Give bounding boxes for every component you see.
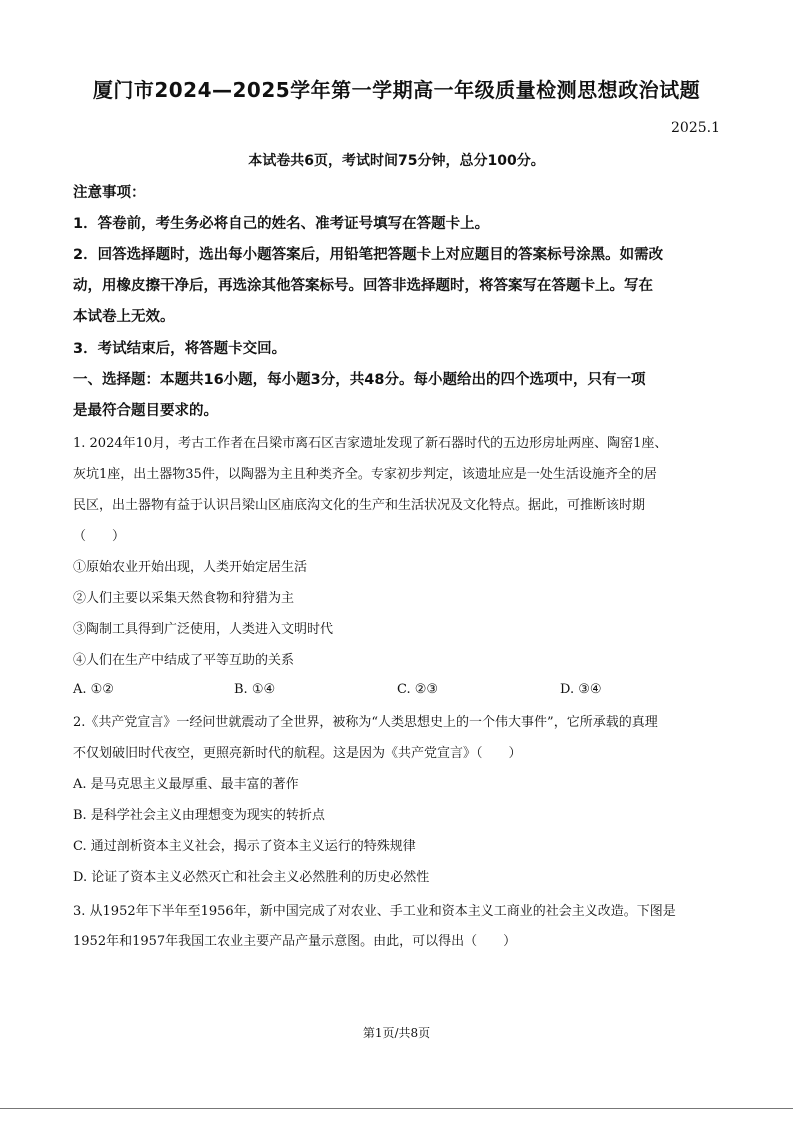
notes-heading: 注意事项：: [73, 185, 146, 201]
q1-statement-1: ①原始农业开始出现，人类开始定居生活: [73, 560, 308, 575]
q3-stem-line-2: 1952年和1957年我国工农业主要产品产量示意图。由此，可以得出（ ）: [73, 934, 517, 949]
q1-option-a: A. ①②: [73, 682, 114, 697]
q1-stem-line-1: 1. 2024年10月，考古工作者在吕梁市离石区吉家遗址发现了新石器时代的五边形房址两座、陶窑1座、: [73, 436, 668, 451]
q2-stem-line-2: 不仅划破旧时代夜空，更照亮新时代的航程。这是因为《共产党宣言》（ ）: [73, 746, 522, 761]
exam-info: 本试卷共6页，考试时间75分钟，总分100分。: [248, 153, 545, 169]
q1-options: [73, 676, 723, 704]
q3-stem-line-1: 3. 从1952年下半年至1956年，新中国完成了对农业、手工业和资本主义工商业的社会主义改造。下图是: [73, 904, 676, 919]
page-footer: 第1页/共8页: [362, 1026, 431, 1040]
q2-option-b: B. 是科学社会主义由理想变为现实的转折点: [73, 808, 325, 823]
q1-statement-2: ②人们主要以采集天然食物和狩猎为主: [73, 591, 295, 606]
note-item-1: 1．答卷前，考生务必将自己的姓名、准考证号填写在答题卡上。: [73, 216, 490, 232]
section-heading-line-1: 一、选择题：本题共16小题，每小题3分，共48分。每小题给出的四个选项中，只有一项: [73, 372, 646, 388]
q1-statement-3: ③陶制工具得到广泛使用，人类进入文明时代: [73, 622, 334, 637]
note-item-2-line-2: 动，用橡皮擦干净后，再选涂其他答案标号。回答非选择题时，将答案写在答题卡上。写在: [73, 278, 653, 294]
q1-stem-line-3: 民区，出土器物有益于认识吕梁山区庙底沟文化的生产和生活状况及文化特点。据此，可推断该时期: [73, 498, 646, 513]
note-item-2-line-3: 本试卷上无效。: [73, 309, 175, 325]
q1-option-c: C. ②③: [397, 682, 439, 697]
q1-statement-4: ④人们在生产中结成了平等互助的关系: [73, 653, 295, 668]
q2-option-c: C. 通过剖析资本主义社会，揭示了资本主义运行的特殊规律: [73, 839, 416, 854]
q2-stem-line-1: 2.《共产党宣言》一经问世就震动了全世界，被称为“人类思想史上的一个伟大事件”，它所承载的真理: [73, 715, 658, 730]
q1-stem-line-2: 灰坑1座，出土器物35件，以陶器为主且种类齐全。专家初步判定，该遗址应是一处生活设施齐全的居: [73, 467, 657, 482]
exam-title: 厦门市2024—2025学年第一学期高一年级质量检测思想政治试题: [92, 78, 701, 102]
q2-option-d: D. 论证了资本主义必然灭亡和社会主义必然胜利的历史必然性: [73, 870, 430, 885]
note-item-2-line-1: 2．回答选择题时，选出每小题答案后，用铅笔把答题卡上对应题目的答案标号涂黑。如需改: [73, 247, 664, 263]
section-heading-line-2: 是最符合题目要求的。: [73, 403, 218, 419]
note-item-3: 3．考试结束后，将答题卡交回。: [73, 341, 287, 357]
q1-stem-line-4: （ ）: [73, 529, 126, 544]
q1-option-d: D. ③④: [560, 682, 602, 697]
exam-date: 2025.1: [671, 120, 720, 136]
q1-option-b: B. ①④: [234, 682, 276, 697]
bottom-divider: [0, 1108, 793, 1109]
q2-option-a: A. 是马克思主义最厚重、最丰富的著作: [73, 777, 299, 792]
